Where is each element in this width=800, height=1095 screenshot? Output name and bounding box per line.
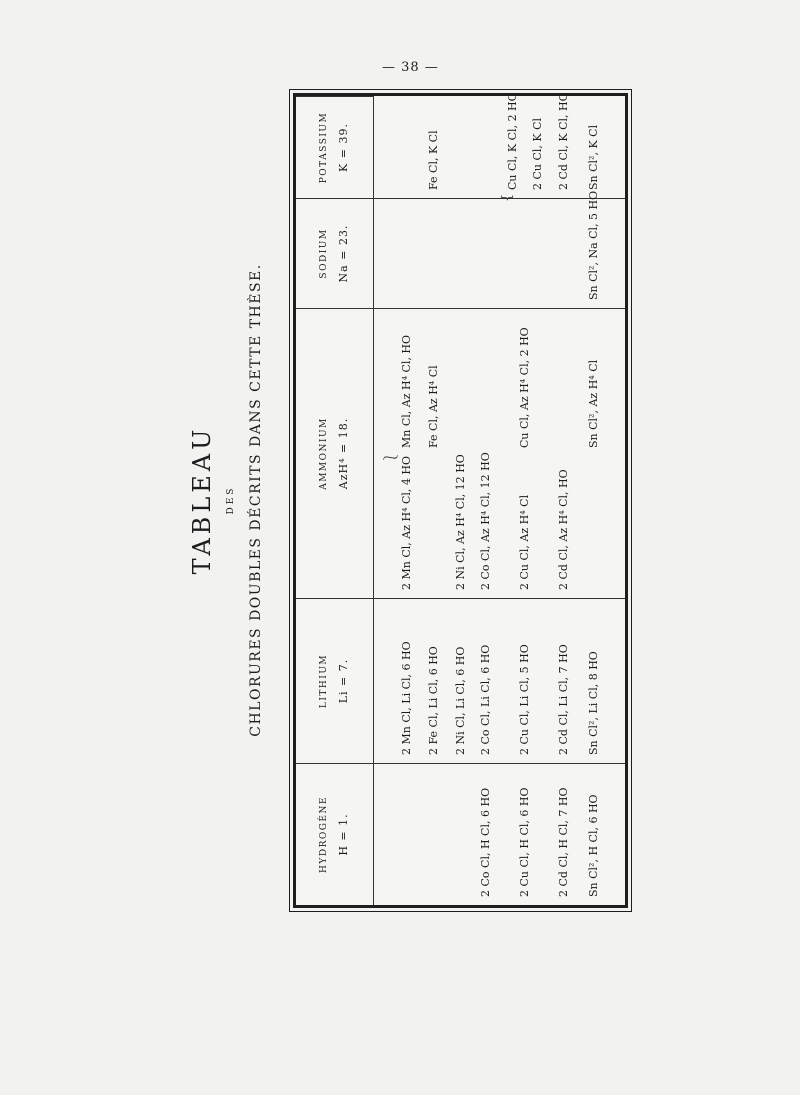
header-potassium (296, 96, 374, 198)
header-label: POTASSIUM (319, 111, 329, 184)
chlorides-table (293, 93, 628, 908)
table-cell: 2 Co Cl, Li Cl, 6 HO (479, 644, 492, 755)
table-cell: 2 Mn Cl, Az H⁴ Cl, 4 HO (400, 455, 413, 590)
header-formula: Na = 23. (337, 224, 350, 283)
header-formula: Li = 7. (337, 658, 350, 704)
table-cell: Mn Cl, Az H⁴ Cl, HO (400, 334, 413, 448)
table-cell: Cu Cl, K Cl, 2 HO (506, 92, 519, 190)
table-cell: Fe Cl, Az H⁴ Cl (427, 365, 440, 448)
column-lithium (374, 598, 625, 763)
title-block (180, 200, 300, 800)
brace-icon: { (500, 193, 515, 202)
table-cell: 2 Cu Cl, K Cl (531, 117, 544, 190)
column-potassium (374, 92, 625, 202)
table-cell: Sn Cl², Az H⁴ Cl (587, 359, 600, 448)
column-ammonium (374, 308, 625, 598)
table-cell: 2 Cu Cl, H Cl, 6 HO (518, 787, 531, 897)
table-cell: 2 Co Cl, Az H⁴ Cl, 12 HO (479, 452, 492, 590)
table-cell: Sn Cl², Na Cl, 5 HO (587, 190, 600, 300)
table-cell: 2 Cd Cl, Az H⁴ Cl, HO (557, 469, 570, 590)
header-lithium (296, 598, 374, 763)
column-hydrogene (374, 763, 625, 905)
table-cell: 2 Co Cl, H Cl, 6 HO (479, 787, 492, 897)
page-number: — 38 — (382, 60, 439, 75)
table-cell: 2 Ni Cl, Az H⁴ Cl, 12 HO (454, 454, 467, 590)
header-formula: H = 1. (337, 813, 350, 856)
header-label: AMMONIUM (319, 417, 329, 490)
table-cell: Sn Cl², K Cl (587, 124, 600, 190)
table-cell: Sn Cl², Li Cl, 8 HO (587, 651, 600, 755)
brace-icon: ⎱ (384, 450, 399, 464)
table-cell: 2 Fe Cl, Li Cl, 6 HO (427, 646, 440, 755)
header-formula: AzH⁴ = 18. (337, 417, 350, 490)
page-title: TABLEAU (188, 425, 216, 575)
header-ammonium (296, 308, 374, 598)
header-label: LITHIUM (319, 653, 329, 709)
header-hydrogene (296, 763, 374, 905)
header-label: SODIUM (319, 228, 329, 279)
table-cell: 2 Mn Cl, Li Cl, 6 HO (400, 641, 413, 755)
header-label: HYDROGÈNE (319, 796, 329, 873)
table-cell: 2 Ni Cl, Li Cl, 6 HO (454, 646, 467, 755)
page-subtitle: CHLORURES DOUBLES DÉCRITS DANS CETTE THÈSE. (248, 263, 264, 737)
header-sodium (296, 198, 374, 308)
table-cell: 2 Cd Cl, H Cl, 7 HO (557, 787, 570, 897)
table-cell: 2 Cd Cl, K Cl, HO (557, 92, 570, 190)
header-formula: K = 39. (337, 123, 350, 172)
table-cell: Fe Cl, K Cl (427, 130, 440, 190)
table-cell: Cu Cl, Az H⁴ Cl, 2 HO (518, 327, 531, 448)
table-cell: Sn Cl², H Cl, 6 HO (587, 794, 600, 897)
column-sodium (374, 190, 625, 308)
title-des: DES (226, 485, 236, 515)
table-cell: 2 Cu Cl, Li Cl, 5 HO (518, 644, 531, 755)
table-cell: 2 Cd Cl, Li Cl, 7 HO (557, 644, 570, 755)
table-cell: 2 Cu Cl, Az H⁴ Cl (518, 494, 531, 590)
